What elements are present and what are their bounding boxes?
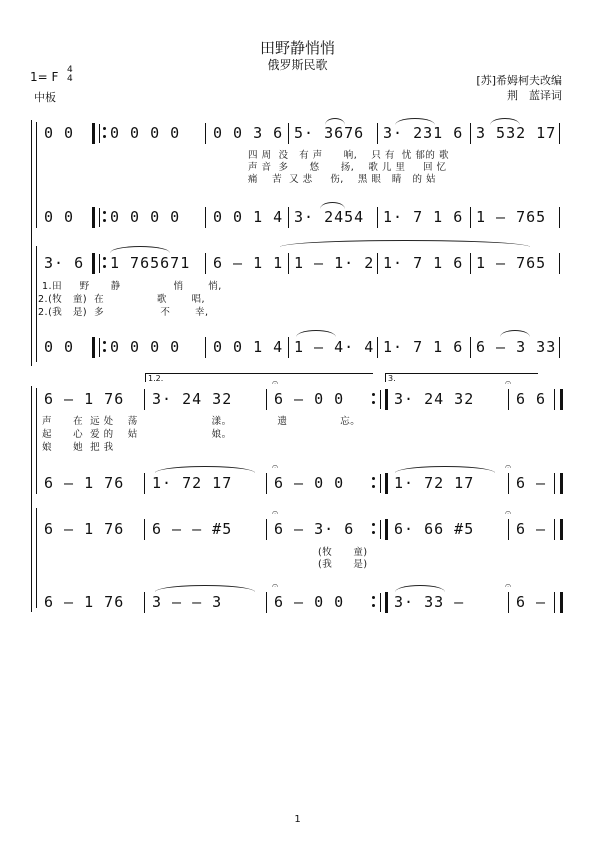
measure-cell: 1 – 765 <box>476 254 547 272</box>
barline <box>205 253 206 274</box>
system1-bracket-upper <box>36 122 37 228</box>
slur <box>395 118 435 125</box>
slur <box>110 246 170 253</box>
repeat-dots <box>103 341 106 353</box>
measure-cell: 1· 72 17 <box>394 474 475 492</box>
fermata: 𝄐 <box>272 506 279 519</box>
repeat-end-barline <box>378 389 388 410</box>
repeat-start-barline <box>92 337 102 358</box>
fermata: 𝄐 <box>505 376 512 389</box>
barline <box>266 389 267 410</box>
slur <box>395 466 495 473</box>
system2-staff-2 <box>38 472 560 494</box>
system1-staff-2 <box>38 206 560 228</box>
barline <box>559 337 560 358</box>
system1-lyric-line-3: 痛 苦 又 悲 伤, 黑 眼 睛 的 姑 <box>248 174 436 185</box>
fermata: 𝄐 <box>272 460 279 473</box>
measure-cell: 6 – 0 0 <box>274 390 345 408</box>
measure-cell: 3 – – 3 <box>152 593 223 611</box>
barline <box>144 519 145 540</box>
barline <box>508 519 509 540</box>
barline <box>288 123 289 144</box>
slur <box>296 330 336 337</box>
barline <box>266 592 267 613</box>
slur <box>490 118 520 125</box>
measure-cell: 1 – 4· 4 <box>294 338 374 356</box>
barline <box>205 207 206 228</box>
system1-verse-line-3: 2.(我 是) 多 不 幸, <box>38 307 209 318</box>
translator-credit: 荆 蓝译词 <box>507 89 562 102</box>
measure-cell: 1 – 765 <box>476 208 547 226</box>
tempo-marking: 中板 <box>34 91 56 104</box>
repeat-dots <box>103 257 106 269</box>
system2-bracket-upper <box>36 388 37 494</box>
slur <box>280 240 530 247</box>
measure-cell: 6 – 3· 6 <box>274 520 355 538</box>
measure-cell: 6 – 1 76 <box>44 593 125 611</box>
measure-cell: 3· 24 32 <box>394 390 475 408</box>
repeat-start-barline <box>92 123 102 144</box>
repeat-dots <box>372 477 375 489</box>
barline <box>559 123 560 144</box>
measure-cell: 6 – 1 1 <box>213 254 284 272</box>
measure-cell: 3· 2454 <box>294 208 365 226</box>
page-number: 1 <box>294 814 301 825</box>
slur <box>395 585 445 592</box>
fermata: 𝄐 <box>505 460 512 473</box>
repeat-dots <box>372 393 375 405</box>
repeat-end-barline <box>378 519 388 540</box>
final-barline <box>554 519 563 540</box>
measure-cell: 3· 33 – <box>394 593 465 611</box>
measure-cell: 0 0 <box>44 338 75 356</box>
barline <box>470 337 471 358</box>
volta-second-ending: 3. <box>385 373 538 382</box>
barline <box>266 473 267 494</box>
system2-verse-line-1: (牧 童) <box>318 547 368 558</box>
measure-cell: 5· 3676 <box>294 124 365 142</box>
volta-first-ending: 1.2. <box>145 373 373 382</box>
final-barline <box>554 592 563 613</box>
barline <box>288 207 289 228</box>
system1-lyric-line-1: 四 周 没 有 声 响, 只 有 忧 郁的 歌 <box>248 150 449 161</box>
barline <box>559 253 560 274</box>
measure-cell: 0 0 3 6 <box>213 124 284 142</box>
key-signature: 1= F <box>30 70 59 84</box>
system2-staff-4 <box>38 591 560 613</box>
barline <box>508 473 509 494</box>
system1-bracket-lower <box>36 246 37 362</box>
barline <box>266 519 267 540</box>
measure-cell: 6 – <box>516 520 547 538</box>
slur <box>325 118 345 125</box>
barline <box>377 207 378 228</box>
system2-bracket-lower <box>36 508 37 608</box>
barline <box>470 123 471 144</box>
slur <box>155 585 255 592</box>
measure-cell: 1· 72 17 <box>152 474 233 492</box>
barline <box>559 207 560 228</box>
fermata: 𝄐 <box>272 579 279 592</box>
fermata: 𝄐 <box>505 579 512 592</box>
system1-verse-line-2: 2.(牧 童) 在 歌 唱, <box>38 294 206 305</box>
barline <box>205 123 206 144</box>
measure-cell: 1· 7 1 6 <box>383 338 464 356</box>
measure-cell: 3· 24 32 <box>152 390 233 408</box>
measure-cell: 3· 6 <box>44 254 85 272</box>
measure-cell: 0 0 0 0 <box>110 208 181 226</box>
measure-cell: 1· 7 1 6 <box>383 254 464 272</box>
slur <box>155 466 255 473</box>
system1-staff-1 <box>38 122 560 144</box>
measure-cell: 0 0 0 0 <box>110 338 181 356</box>
slur <box>320 202 345 209</box>
measure-cell: 6 – 0 0 <box>274 593 345 611</box>
system2-verse-line-2: (我 是) <box>318 559 368 570</box>
barline <box>508 592 509 613</box>
system2-staff-1 <box>38 388 560 410</box>
final-barline <box>554 473 563 494</box>
measure-cell: 0 0 0 0 <box>110 124 181 142</box>
slur <box>500 330 530 337</box>
measure-cell: 6 – 1 76 <box>44 390 125 408</box>
measure-cell: 6 – 1 76 <box>44 520 125 538</box>
measure-cell: 0 0 1 4 <box>213 208 284 226</box>
measure-cell: 6 – 3 33 <box>476 338 556 356</box>
repeat-end-barline <box>378 592 388 613</box>
measure-cell: 6 – 0 0 <box>274 474 345 492</box>
measure-cell: 6· 66 #5 <box>394 520 475 538</box>
measure-cell: 3 532 17 <box>476 124 556 142</box>
barline <box>470 207 471 228</box>
repeat-start-barline <box>92 253 102 274</box>
fermata: 𝄐 <box>272 376 279 389</box>
system1-verse-line-1: 1.田 野 静 悄 悄, <box>42 281 222 292</box>
barline <box>288 337 289 358</box>
repeat-start-barline <box>92 207 102 228</box>
repeat-end-barline <box>378 473 388 494</box>
barline <box>470 253 471 274</box>
measure-cell: 3· 231 6 <box>383 124 464 142</box>
system2-lyric-line-3: 娘 她 把 我 <box>42 442 114 453</box>
measure-cell: 6 – – #5 <box>152 520 233 538</box>
barline <box>144 592 145 613</box>
barline <box>144 389 145 410</box>
time-signature <box>67 66 73 84</box>
measure-cell: 6 – <box>516 593 547 611</box>
system2-staff-3 <box>38 518 560 540</box>
repeat-dots <box>372 523 375 535</box>
repeat-dots <box>372 596 375 608</box>
meter-top: 4 <box>67 65 73 75</box>
song-title: 田野静悄悄 <box>259 39 335 57</box>
barline <box>508 389 509 410</box>
final-barline <box>554 389 563 410</box>
measure-cell: 0 0 <box>44 208 75 226</box>
barline <box>377 123 378 144</box>
system2-lyric-line-1: 声 在 远 处 荡 漾。 遗 忘。 <box>42 416 361 427</box>
measure-cell: 1 765671 <box>110 254 191 272</box>
repeat-dots <box>103 127 106 139</box>
fermata: 𝄐 <box>505 506 512 519</box>
barline <box>377 337 378 358</box>
measure-cell: 6 – 1 76 <box>44 474 125 492</box>
measure-cell: 1· 7 1 6 <box>383 208 464 226</box>
system2-lyric-line-2: 起 心 爱 的 姑 娘。 <box>42 429 232 440</box>
measure-cell: 6 6 <box>516 390 547 408</box>
measure-cell: 0 0 1 4 <box>213 338 284 356</box>
meter-bottom: 4 <box>67 74 73 84</box>
barline <box>144 473 145 494</box>
system1-staff-4 <box>38 336 560 358</box>
system2-brace <box>31 386 32 612</box>
barline <box>288 253 289 274</box>
repeat-dots <box>103 211 106 223</box>
arranger-credit: [苏]希姆柯夫改编 <box>476 74 562 87</box>
barline <box>205 337 206 358</box>
system1-staff-3 <box>38 252 560 274</box>
measure-cell: 0 0 <box>44 124 75 142</box>
system1-brace <box>31 120 32 366</box>
measure-cell: 1 – 1· 2 <box>294 254 374 272</box>
barline <box>377 253 378 274</box>
measure-cell: 6 – <box>516 474 547 492</box>
system1-lyric-line-2: 声 音 多 悠 扬, 歌 儿 里 回 忆 <box>248 162 447 173</box>
song-subtitle: 俄罗斯民歌 <box>267 58 328 72</box>
